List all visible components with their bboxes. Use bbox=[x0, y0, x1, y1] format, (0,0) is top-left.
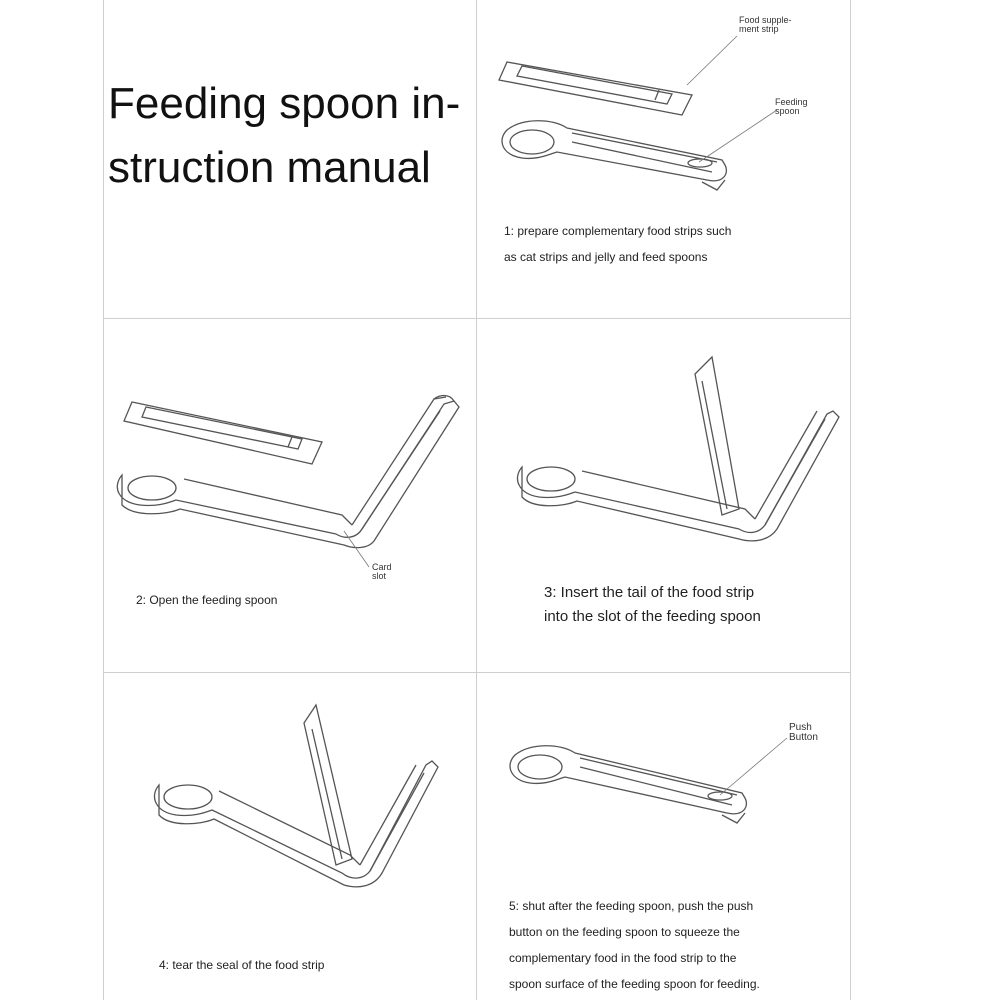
step-4-caption bbox=[159, 952, 324, 978]
open-spoon-drawing bbox=[117, 396, 459, 548]
torn-strip-spoon-drawing bbox=[154, 705, 438, 887]
step-5-caption-l1: 5: shut after the feeding spoon, push the push bbox=[509, 899, 754, 913]
step-2-panel bbox=[104, 319, 476, 672]
step-1-illustration bbox=[477, 0, 850, 318]
step-5-caption-l4: spoon surface of the feeding spoon for feeding. bbox=[509, 977, 760, 991]
food-strip-drawing bbox=[499, 62, 692, 115]
step-3-panel bbox=[477, 319, 850, 672]
title-line-1: Feeding spoon in- bbox=[108, 79, 461, 128]
step-5-caption-l2: button on the feeding spoon to squeeze the bbox=[509, 925, 740, 939]
push-button-label-l2: Button bbox=[789, 732, 818, 743]
step-3-caption bbox=[544, 581, 761, 629]
food-strip-drawing bbox=[124, 402, 322, 464]
card-slot-label bbox=[372, 563, 392, 581]
step-5-caption bbox=[509, 893, 760, 997]
push-button-label-l1: Push bbox=[789, 722, 812, 733]
step-2-caption bbox=[136, 587, 277, 613]
card-slot-label-l2: slot bbox=[372, 571, 387, 581]
title-line-2: struction manual bbox=[108, 143, 431, 192]
step-3-caption-l1: 3: Insert the tail of the food strip bbox=[544, 584, 755, 601]
step-4-illustration bbox=[104, 673, 476, 1000]
step-1-caption-l2: as cat strips and jelly and feed spoons bbox=[504, 250, 708, 264]
feeding-spoon-label-l1: Feeding bbox=[775, 97, 808, 107]
push-button-label bbox=[789, 723, 818, 743]
step-2-caption-text: 2: Open the feeding spoon bbox=[136, 593, 278, 607]
right-border bbox=[850, 0, 851, 1000]
step-4-caption-text: 4: tear the seal of the food strip bbox=[159, 958, 325, 972]
food-strip-label-l1: Food supple- bbox=[739, 15, 792, 25]
step-5-panel bbox=[477, 673, 850, 1000]
card-slot-label-l1: Card bbox=[372, 562, 392, 572]
food-strip-label bbox=[739, 16, 792, 34]
feeding-spoon-label-l2: spoon bbox=[775, 106, 800, 116]
feeding-spoon-label bbox=[775, 98, 808, 116]
step-4-panel bbox=[104, 673, 476, 1000]
page-title bbox=[108, 72, 460, 200]
feeding-spoon-drawing bbox=[502, 121, 726, 190]
step-1-caption bbox=[504, 218, 731, 270]
food-strip-label-l2: ment strip bbox=[739, 24, 779, 34]
step-1-caption-l1: 1: prepare complementary food strips such bbox=[504, 224, 732, 238]
step-5-caption-l3: complementary food in the food strip to the bbox=[509, 951, 737, 965]
step-3-caption-l2: into the slot of the feeding spoon bbox=[544, 608, 761, 625]
step-2-illustration bbox=[104, 319, 476, 672]
step-1-panel bbox=[477, 0, 850, 318]
inserted-strip-spoon-drawing bbox=[517, 357, 839, 541]
closed-spoon-drawing bbox=[510, 746, 746, 823]
